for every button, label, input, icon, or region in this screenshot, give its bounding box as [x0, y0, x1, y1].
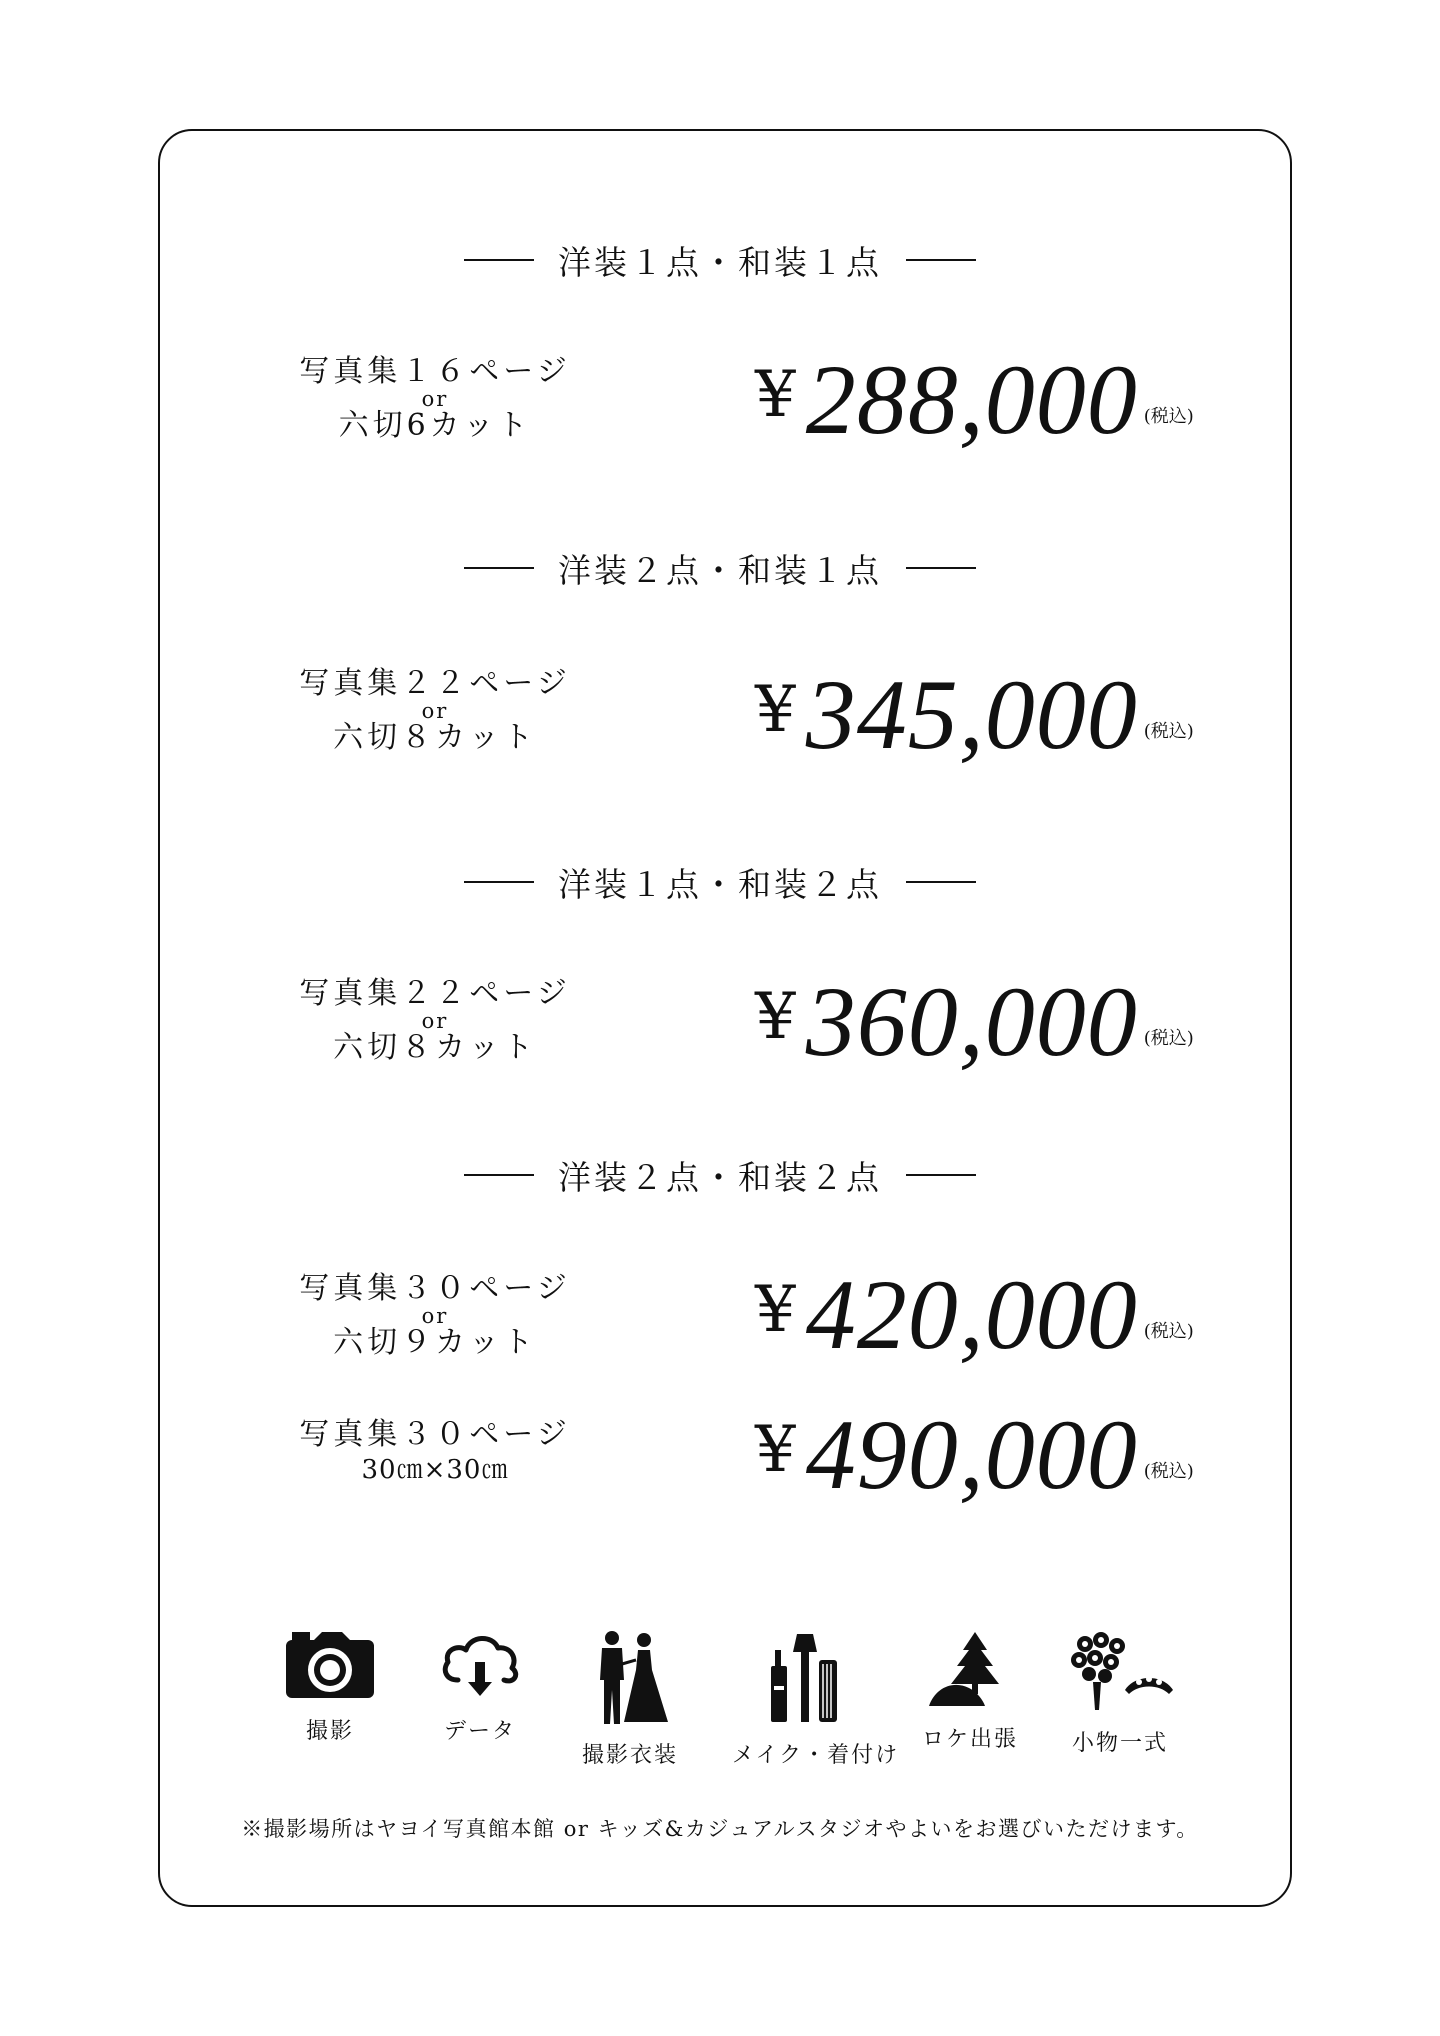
included-item-label: データ	[443, 1719, 516, 1744]
heading-rule-right	[906, 1174, 976, 1176]
price-amount: 420,000	[805, 1259, 1138, 1370]
section-heading-text: 洋装２点・和装２点	[558, 1157, 882, 1197]
plan-album-pages: 写真集１６ページ	[299, 354, 571, 389]
plan-album-pages: 写真集２２ページ	[299, 976, 571, 1011]
heading-rule-left	[464, 1174, 534, 1176]
tree-icon	[925, 1630, 1015, 1710]
included-item-accessories	[1045, 1630, 1195, 1757]
camera-icon	[284, 1630, 376, 1702]
couple-icon	[590, 1630, 670, 1726]
heading-rule-left	[464, 881, 534, 883]
plan-print-cuts: 六切８カット	[333, 720, 537, 755]
plan-or: or	[421, 1304, 449, 1328]
included-item-label: 撮影	[305, 1719, 354, 1744]
plan-album-pages: 写真集３０ページ	[299, 1417, 571, 1452]
included-item-label: 小物一式	[1071, 1731, 1168, 1756]
plan-album-size: 30㎝×30㎝	[361, 1455, 509, 1485]
heading-rule-left	[464, 567, 534, 569]
plan-album-pages: 写真集２２ページ	[299, 666, 571, 701]
price-amount: 345,000	[805, 659, 1138, 770]
tax-included-label: (税込)	[1143, 1321, 1194, 1342]
yen-sign: ¥	[755, 980, 796, 1054]
plan-description-2	[270, 667, 600, 755]
section-heading-4	[0, 1150, 1440, 1200]
plan-print-cuts: 六切８カット	[333, 1030, 537, 1065]
section-heading-2	[0, 543, 1440, 593]
included-item-label: メイク・着付け	[732, 1743, 900, 1768]
tax-included-label: (税込)	[1143, 406, 1194, 427]
yen-sign: ¥	[755, 1413, 796, 1487]
plan-price-2	[755, 655, 1194, 770]
included-item-data	[405, 1630, 555, 1745]
yen-sign: ¥	[755, 358, 796, 432]
plan-album-pages: 写真集３０ページ	[299, 1271, 571, 1306]
cloud-download-icon	[438, 1630, 522, 1702]
heading-rule-right	[906, 259, 976, 261]
tax-included-label: (税込)	[1143, 721, 1194, 742]
included-item-location	[895, 1630, 1045, 1753]
plan-price-3	[755, 962, 1194, 1077]
section-heading-text: 洋装２点・和装１点	[558, 550, 882, 590]
included-item-label: 撮影衣装	[581, 1743, 678, 1768]
plan-price-5	[755, 1395, 1194, 1510]
price-amount: 490,000	[805, 1399, 1138, 1510]
plan-or: or	[421, 387, 449, 411]
section-heading-1	[0, 235, 1440, 285]
section-heading-text: 洋装１点・和装１点	[558, 242, 882, 282]
heading-rule-left	[464, 259, 534, 261]
heading-rule-right	[906, 567, 976, 569]
makeup-icon	[767, 1630, 847, 1726]
plan-price-1	[755, 340, 1194, 455]
tax-included-label: (税込)	[1143, 1461, 1194, 1482]
included-item-makeup	[732, 1630, 900, 1769]
included-item-photography	[255, 1630, 405, 1745]
plan-print-cuts: 六切９カット	[333, 1325, 537, 1360]
included-item-costume	[555, 1630, 705, 1769]
plan-description-3	[270, 977, 600, 1065]
plan-print-cuts: 六切6カット	[338, 408, 532, 443]
heading-rule-right	[906, 881, 976, 883]
yen-sign: ¥	[755, 673, 796, 747]
price-amount: 360,000	[805, 966, 1138, 1077]
section-heading-3	[0, 857, 1440, 907]
included-item-label: ロケ出張	[921, 1727, 1018, 1752]
section-heading-text: 洋装１点・和装２点	[558, 864, 882, 904]
plan-price-4	[755, 1255, 1194, 1370]
footnote-studio-location: ※撮影場所はヤヨイ写真館本館 or キッズ&カジュアルスタジオやよいをお選びいただけます。	[241, 1817, 1199, 1841]
plan-or: or	[421, 1009, 449, 1033]
plan-or: or	[421, 699, 449, 723]
plan-description-4	[270, 1272, 600, 1360]
yen-sign: ¥	[755, 1273, 796, 1347]
plan-description-5	[270, 1418, 600, 1488]
price-amount: 288,000	[805, 344, 1138, 455]
tax-included-label: (税込)	[1143, 1028, 1194, 1049]
bouquet-tiara-icon	[1065, 1630, 1175, 1714]
plan-description-1	[270, 355, 600, 443]
